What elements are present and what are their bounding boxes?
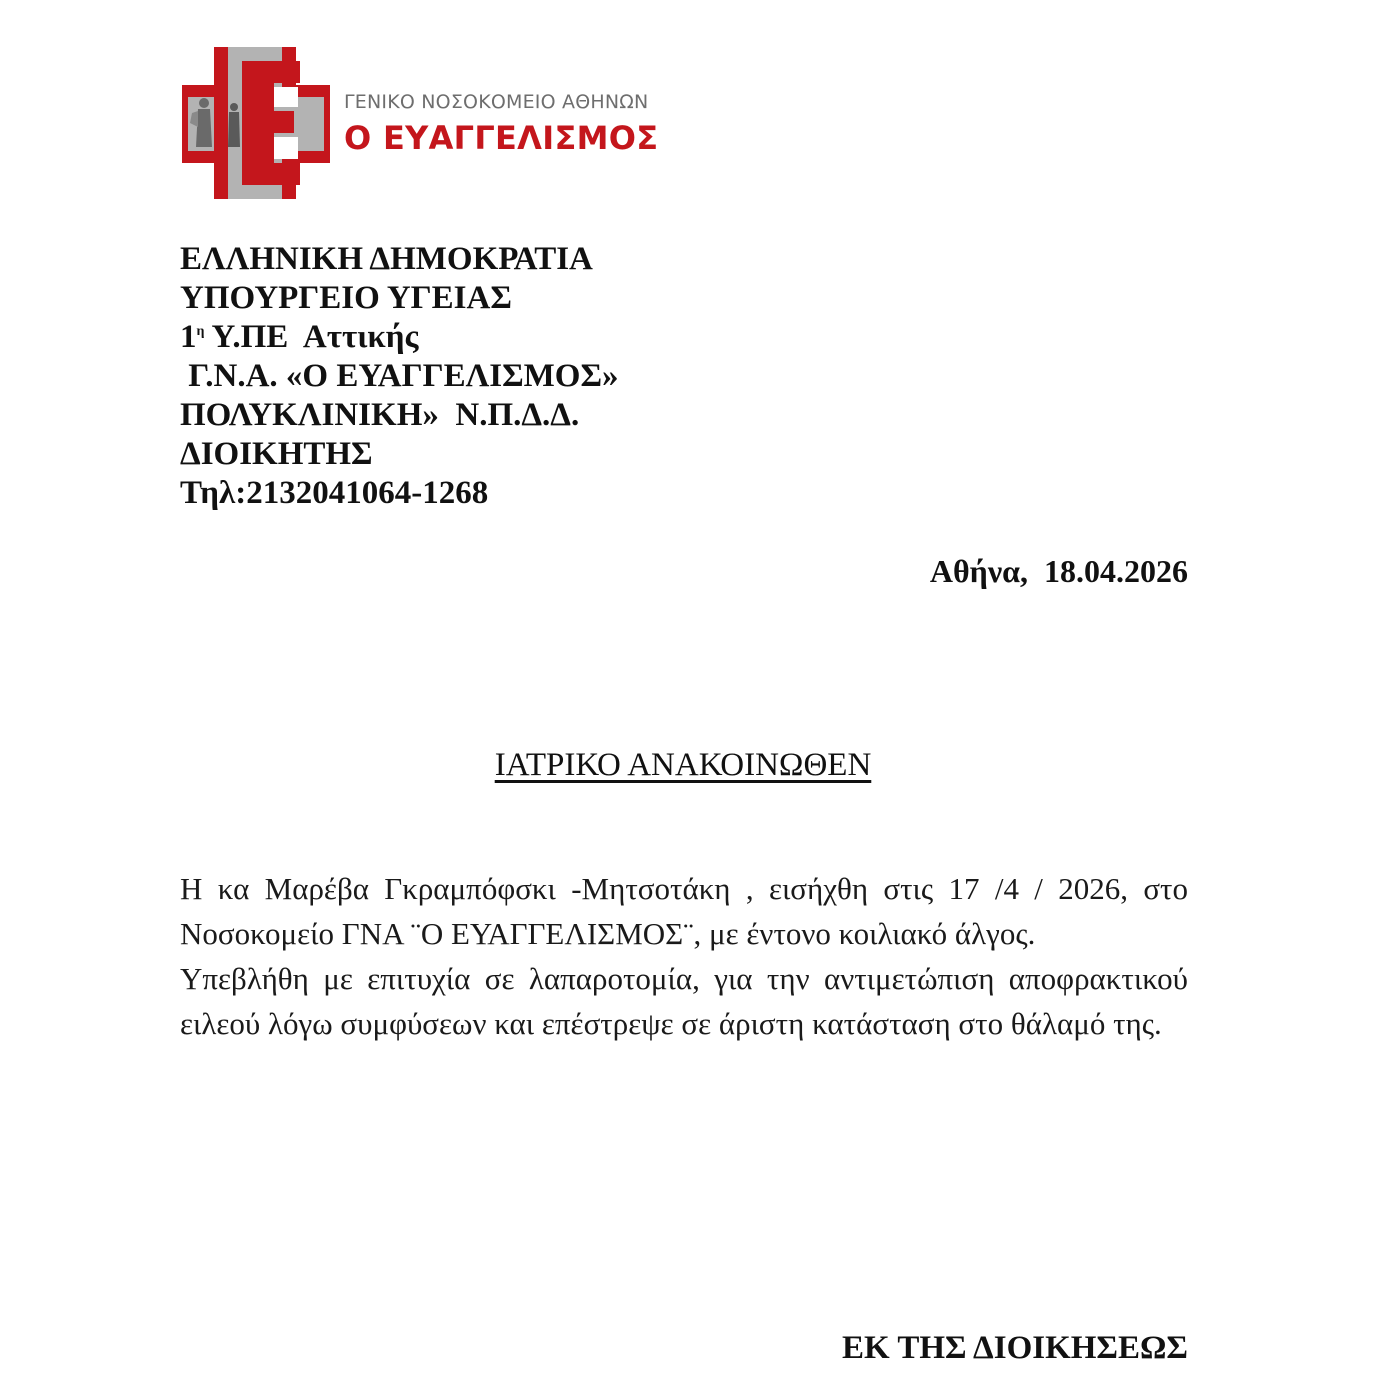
hospital-logo [182, 47, 659, 199]
letterhead-administrator: ΔΙΟΙΚΗΤΗΣ [180, 436, 373, 472]
letterhead [180, 240, 619, 513]
region-number: 1 [180, 319, 197, 355]
logo-name: Ο ΕΥΑΓΓΕΛΙΣΜΟΣ [344, 119, 659, 157]
signature-line: ΕΚ ΤΗΣ ΔΙΟΙΚΗΣΕΩΣ [842, 1330, 1188, 1366]
document-date: Αθήνα, 18.04.2026 [929, 553, 1188, 589]
body-paragraph-surgery: Υπεβλήθη με επιτυχία σε λαπαροτομία, για την αντιμετώπιση αποφρακτικού ειλεού λόγω συμφύσεων και επέστρεψε σε άριστη κατάσταση στο θάλαμό της. [180, 961, 1188, 1041]
logo-subtitle: ΓΕΝΙΚΟ ΝΟΣΟΚΟΜΕΙΟ ΑΘΗΝΩΝ [344, 91, 649, 113]
hospital-cross-e-emblem-icon [182, 47, 342, 199]
region-ordinal: η [196, 324, 205, 339]
body-paragraph-admission: Η κα Μαρέβα Γκραμπόφσκι -Μητσοτάκη , εισήχθη στις 17 /4 / 2026, στο Νοσοκομείο ΓΝΑ ¨Ο ΕΥΑΓΓΕΛΙΣΜΟΣ¨, με έντονο κοιλιακό άλγος. [180, 871, 1188, 951]
region-name: Υ.ΠΕ Αττικής [204, 319, 419, 355]
letterhead-ministry: ΥΠΟΥΡΓΕΙΟ ΥΓΕΙΑΣ [180, 280, 512, 316]
document-title: ΙΑΤΡΙΚΟ ΑΝΑΚΟΙΝΩΘΕΝ [494, 747, 872, 783]
letterhead-hospital: Γ.Ν.Α. «Ο ΕΥΑΓΓΕΛΙΣΜΟΣ» [180, 358, 619, 394]
document-body [180, 866, 1188, 1046]
letterhead-phone: Τηλ:2132041064-1268 [180, 475, 489, 511]
letterhead-republic: ΕΛΛΗΝΙΚΗ ΔΗΜΟΚΡΑΤΙΑ [180, 241, 593, 277]
letterhead-health-region [180, 318, 619, 357]
letterhead-polyclinic: ΠΟΛΥΚΛΙΝΙΚΗ» Ν.Π.Δ.Δ. [180, 397, 580, 433]
